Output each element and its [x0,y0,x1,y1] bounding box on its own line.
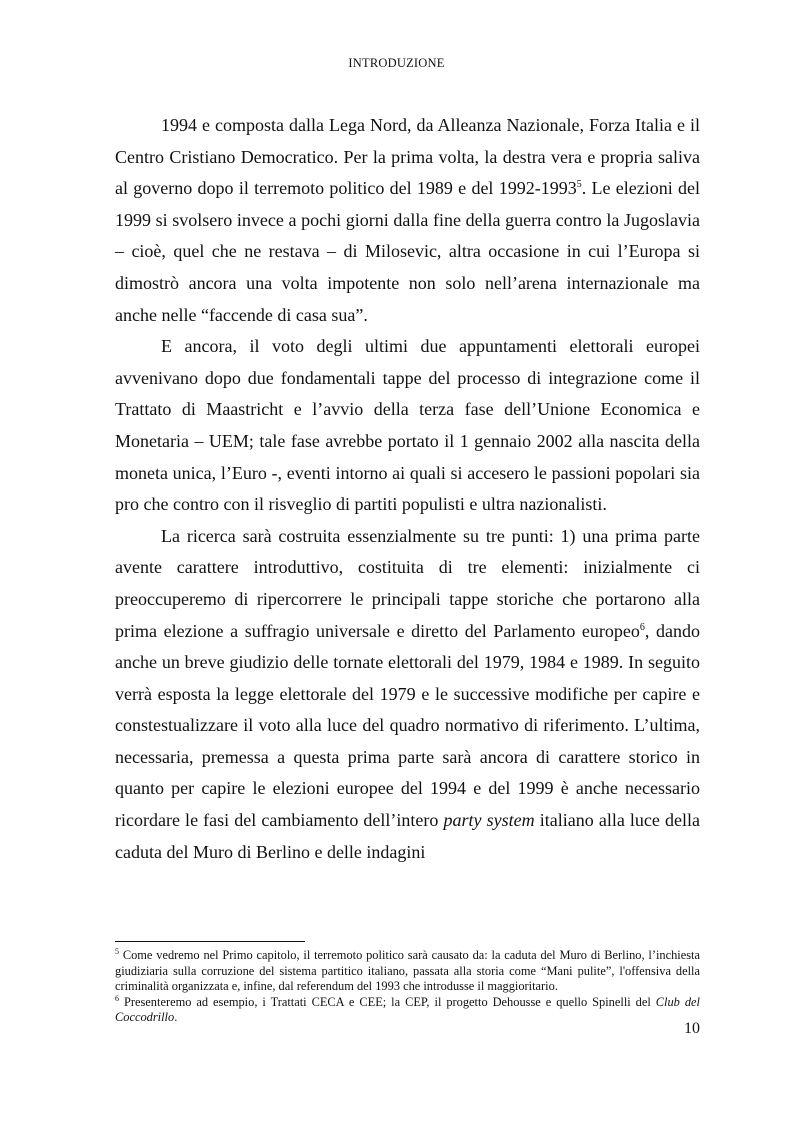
footnote-5 [115,948,700,995]
footnote-marker: 5 [115,947,119,956]
footnote-ref-6[interactable]: 6 [639,621,645,633]
paragraph-1 [115,110,700,331]
running-header: INTRODUZIONE [348,56,445,70]
footnotes [115,948,700,1026]
footnote-text: Come vedremo nel Primo capitolo, il terremoto politico sarà causato da: la caduta del Muro di Berlino, l’inchiesta giudiziaria sulla corruzione del sistema partitico italiano, passata alla storia come “Mani pulite”, l'offensiva della criminalità organizzata e, infine, dal referendum del 1993 che introdusse il maggioritario. [115,948,700,994]
page-number: 10 [684,1020,700,1037]
body-text [115,110,700,868]
footnote-marker: 6 [115,993,119,1003]
footnote-6 [115,995,700,1026]
footnote-separator [115,941,305,942]
paragraph-text: . Le elezioni del 1999 si svolsero invece a pochi giorni dalla fine della guerra contro la Jugoslavia – cioè, quel che ne restava – di Milosevic, altra occasione in cui l’Europa si dimostrò ancora una volta impotente non solo nell’arena internazionale ma anche nelle “faccende di casa sua”. [115,178,700,325]
paragraph-3 [115,521,700,869]
italic-term: party system [443,810,535,831]
paragraph-2 [115,331,700,521]
paragraph-text: La ricerca sarà costruita essenzialmente su tre punti: 1) una prima parte avente carattere introduttivo, costituita di tre elementi: inizialmente ci preoccuperemo di ripercorrere le principali tappe storiche che portarono alla prima elezione a suffragio universale e diretto del Parlamento europeo [115,525,700,641]
paragraph-text: 1994 e composta dalla Lega Nord, da Alleanza Nazionale, Forza Italia e il Centro Cristiano Democratico. Per la prima volta, la destra vera e propria saliva al governo dopo il terremoto politico del 1989 e del 1992-1993 [115,115,700,199]
paragraph-text: E ancora, il voto degli ultimi due appuntamenti elettorali europei avvenivano dopo due fondamentali tappe del processo di integrazione come il Trattato di Maastricht e l’avvio della terza fase dell’Unione Economica e Monetaria – UEM; tale fase avrebbe portato il 1 gennaio 2002 alla nascita della moneta unica, l’Euro -, eventi intorno ai quali si accesero le passioni popolari sia pro che contro con il risveglio di partiti populisti e ultra nazionalisti. [115,336,700,515]
footnote-ref-5[interactable]: 5 [576,179,582,191]
paragraph-text: italiano alla luce della caduta del Muro di Berlino e delle indagini [115,810,701,862]
paragraph-text: , dando anche un breve giudizio delle tornate elettorali del 1979, 1984 e 1989. In seguito verrà esposta la legge elettorale del 1979 e le successive modifiche per capire e constestualizzare il voto alla luce del quadro normativo di riferimento. L’ultima, necessaria, premessa a questa prima parte sarà ancora di carattere storico in quanto per capire le elezioni europee del 1994 e del 1999 è anche necessario ricordare le fasi del cambiamento dell’intero [115,620,700,831]
italic-term: Club del Coccodrillo [115,994,700,1025]
footnote-text: Presenteremo ad esempio, i Trattati CECA e CEE; la CEP, il progetto Dehousse e quello Spinelli del [119,994,656,1009]
footnote-text: . [174,1010,178,1025]
